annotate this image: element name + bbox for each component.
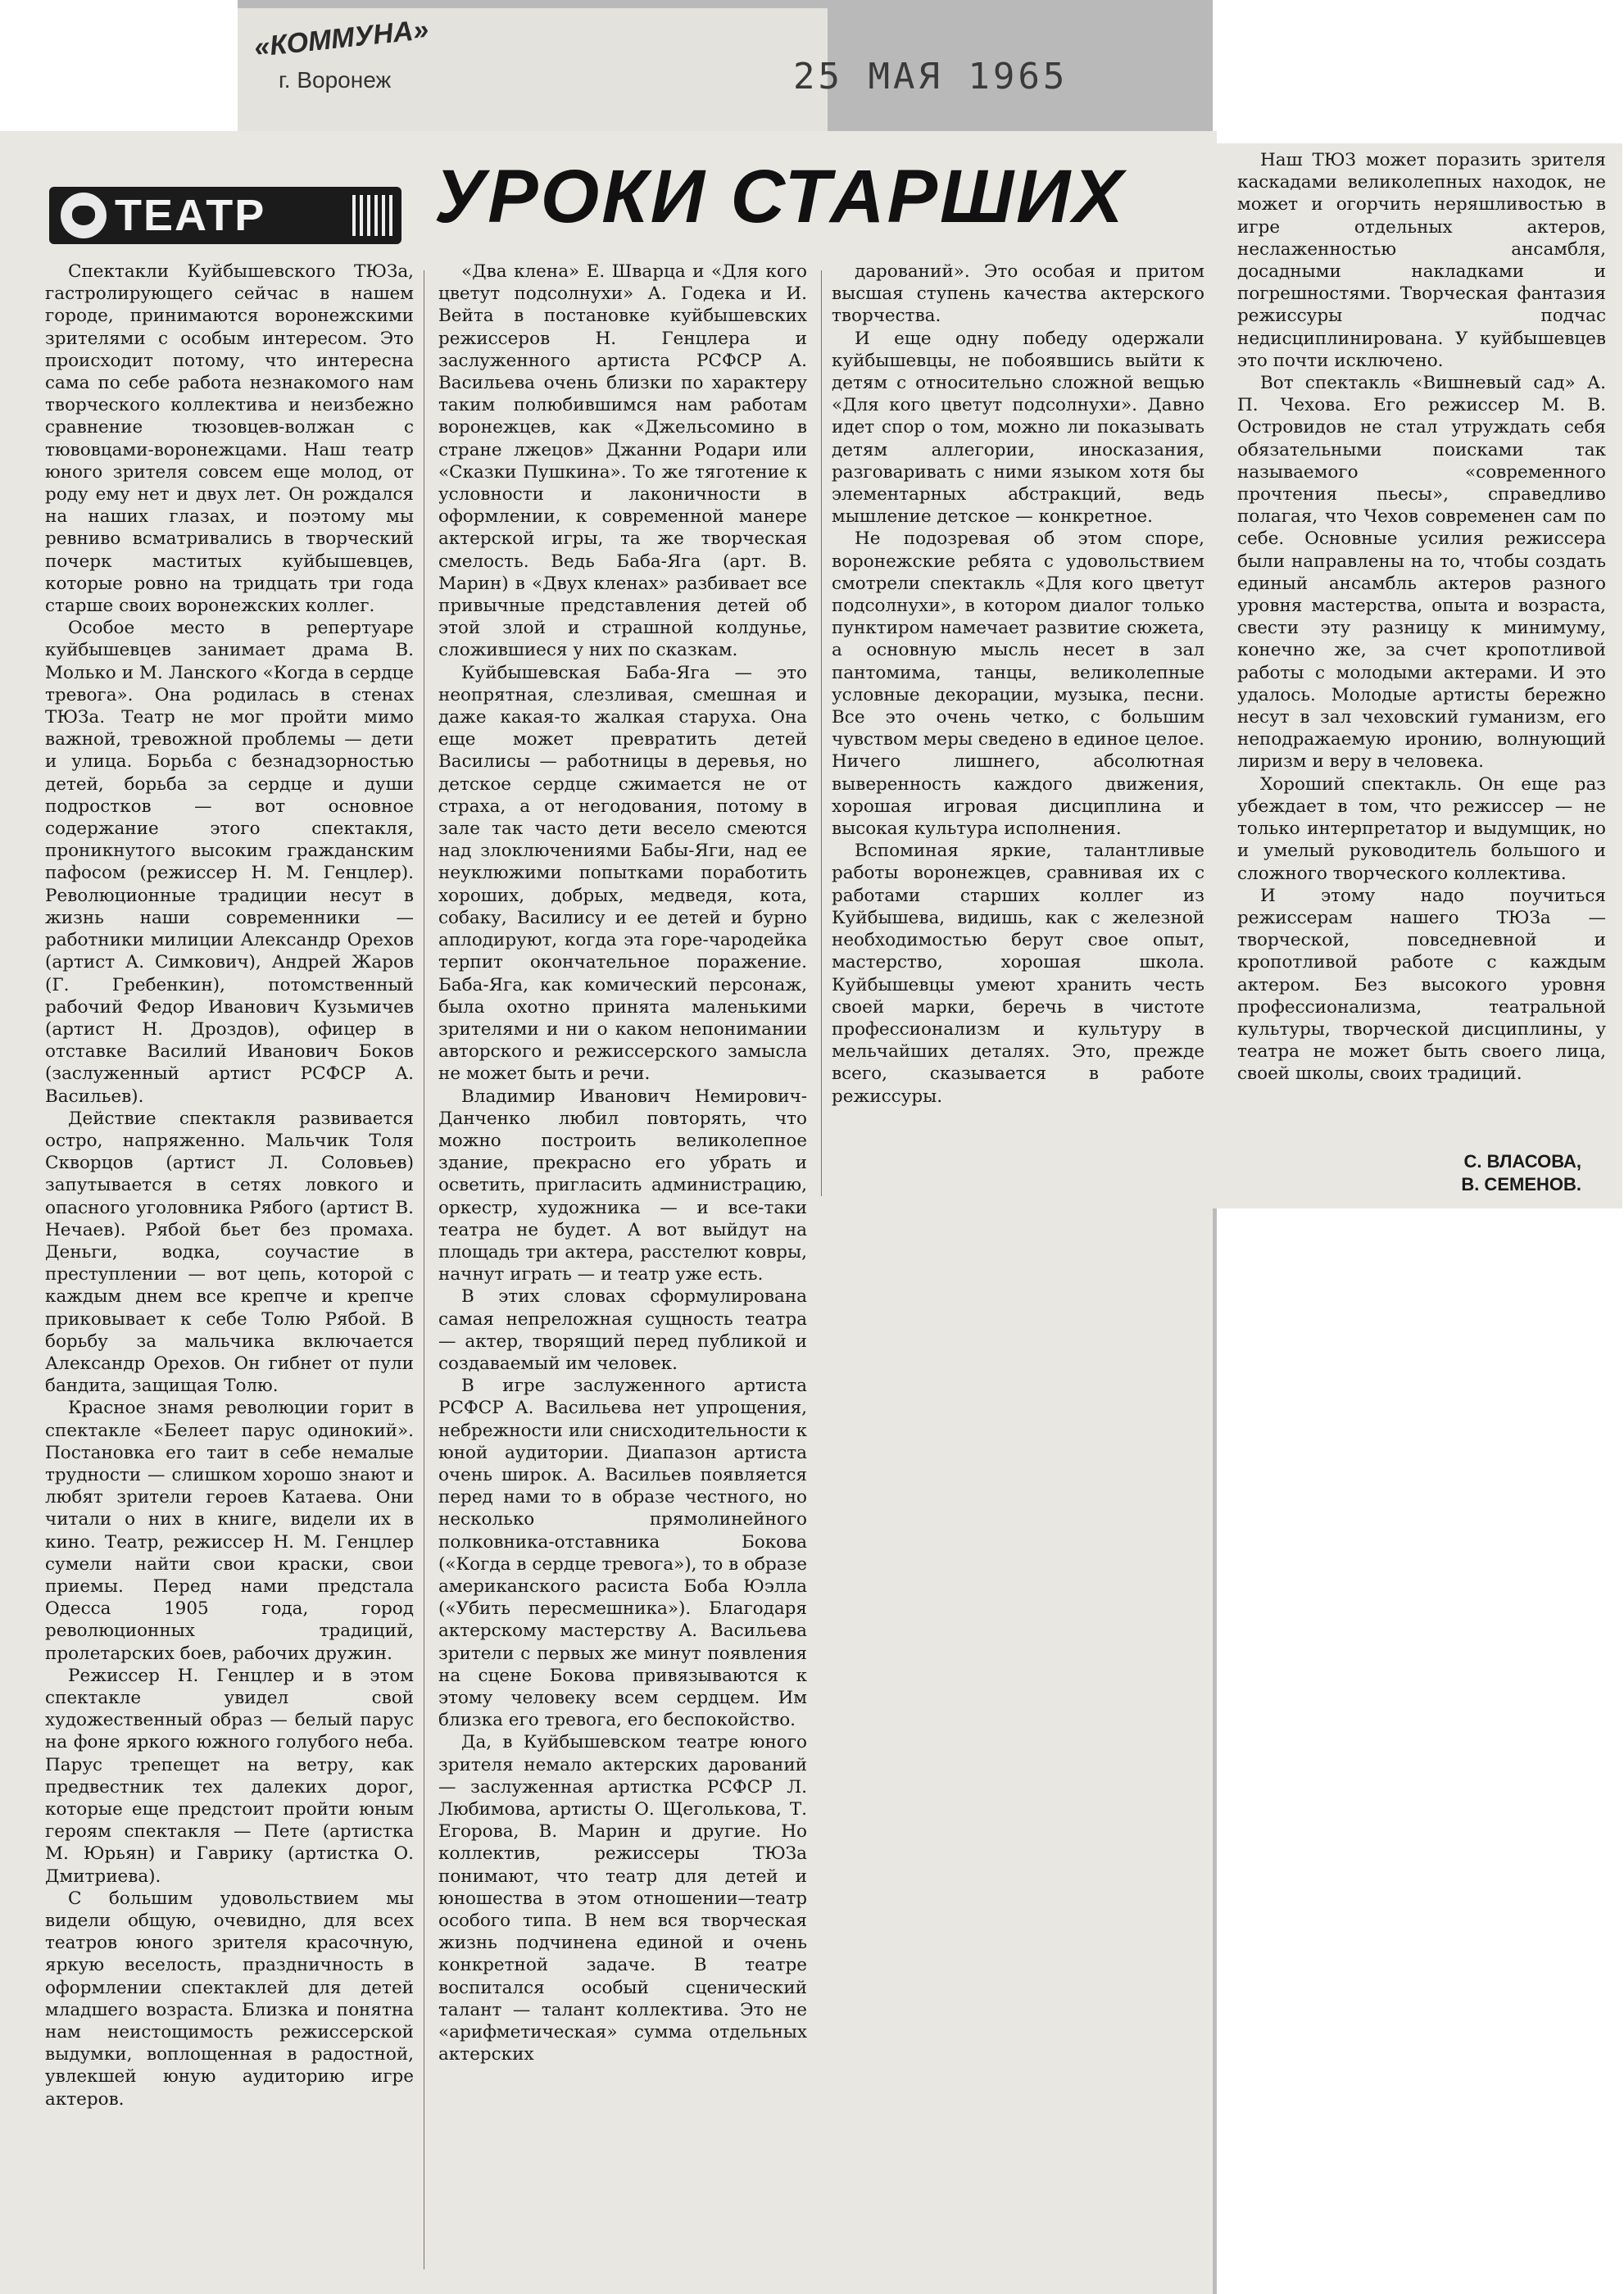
article-headline: УРОКИ СТАРШИХ	[434, 155, 1126, 238]
paragraph: В этих словах сформулирована самая непреложная сущность театра — актер, творящий перед публикой и создаваемый им человек.	[438, 1286, 807, 1374]
article-column-3	[832, 261, 1204, 1108]
paragraph: Не подозревая об этом споре, воронежские ребята с удовольствием смотрели спектакль «Для кого цветут подсолнухи», в котором диалог только пунктиром намечает развитие сюжета, а основную мысль несет в зал пантомима, танцы, великолепные условные декорации, музыка, песни. Все это очень четко, с большим чувством меры сведено в единое целое. Ничего лишнего, абсолютная выверенность каждого движения, хорошая игровая дисциплина и высокая культура исполнения.	[832, 528, 1204, 840]
paragraph: Куйбышевская Баба-Яга — это неопрятная, слезливая, смешная и даже какая-то жалкая старуха. Она еще может превратить детей Василисы — работницы в деревья, но детское сердце сжимается не от страха, а от негодования, потому в зале так часто дети весело смеются над злоключениями Бабы-Яги, над ее неуклюжими попытками поработить хороших, добрых, медведя, кота, собаку, Василису и ее детей и бурно аплодируют, когда эта горе-чародейка терпит окончательное поражение. Баба-Яга, как комический персонаж, была охотно принята маленькими зрителями и ни о каком непонимании авторского и режиссерского замысла не может быть и речи.	[438, 662, 807, 1085]
newspaper-city: г. Воронеж	[279, 67, 392, 93]
paragraph: В игре заслуженного артиста РСФСР А. Васильева нет упрощения, небрежности или снисходительности к юной аудитории. Диапазон артиста очень широк. А. Васильев появляется перед нами то в образе честного, но несколько прямолинейного полковника-отставника Бокова («Когда в сердце тревога»), то в образе американского расиста Боба Юэлла («Убить пересмешника»). Благодаря актерскому мастерству А. Васильева зрители с первых же минут появления на сцене Бокова привязываются к этому человеку всем сердцем. Им близка его тревога, его беспокойство.	[438, 1376, 807, 1731]
article-column-2	[438, 261, 807, 2065]
author-signature: С. ВЛАСОВА,	[1463, 1151, 1581, 1172]
paragraph: Владимир Иванович Немирович-Данченко любил повторять, что можно построить великолепное здание, прекрасно его убрать и осветить, пригласить администрацию, оркестр, художника — и все-таки театра не будет. А вот выйдут на площадь три актера, расстелют ковры, начнут играть — и театр уже есть.	[438, 1086, 807, 1285]
paragraph: Да, в Куйбышевском театре юного зрителя немало актерских дарований — заслуженная артистка РСФСР Л. Любимова, артисты О. Щеголькова, Т. Егорова, В. Марин и другие. Но коллектив, режиссеры ТЮЗа понимают, что театр для детей и юношества в этом отношении—театр особого типа. В нем вся творческая жизнь подчинена единой и очень конкретной задаче. В театре воспитался особый сценический талант — талант коллектива. Это не «арифметическая» сумма отдельных актерских	[438, 1732, 807, 2065]
paragraph: Действие спектакля развивается остро, напряженно. Мальчик Толя Скворцов (артист Л. Соловьев) запутывается в сетях ловкого и опасного уголовника Рябого (артист В. Нечаев). Рябой бьет без промаха. Деньги, водка, соучастие в преступлении — вот цепь, которой с каждым днем все крепче и крепче приковывает к себе Толю Рябой. В борьбу за мальчика включается Александр Орехов. Он гибнет от пули бандита, защищая Толю.	[45, 1108, 414, 1397]
paragraph: Режиссер Н. Генцлер и в этом спектакле увидел свой художественный образ — белый парус на фоне яркого южного голубого неба. Парус трепещет на ветру, как предвестник тех далеких дорог, которые еще предстоит пройти юным героям спектакля — Пете (артистка М. Юрьян) и Гаврику (артистка О. Дмитриева).	[45, 1665, 414, 1887]
paragraph: И еще одну победу одержали куйбышевцы, не побоявшись выйти к детям с относительно сложной вещью «Для кого цветут подсолнухи». Давно идет спор о том, можно ли показывать детям аллегории, иносказания, разговаривать с ними языком хотя бы элементарных абстракций, ведь мышление детское — конкретное.	[832, 328, 1204, 528]
paragraph: Наш ТЮЗ может поразить зрителя каскадами великолепных находок, не может и огорчить неряшливостью в игре отдельных актеров, неслаженностью ансамбля, досадными накладками и погрешностями. Творческая фантазия режиссуры подчас недисциплинирована. У куйбышевцев это почти исключено.	[1237, 150, 1606, 371]
rubric-label: ТЕАТР	[115, 191, 266, 240]
article-column-4	[1237, 149, 1606, 1086]
paragraph: И этому надо поучиться режиссерам нашего ТЮЗа — творческой, повседневной и кропотливой работе с каждым актером. Без высокого уровня профессионализма, театральной культуры, творческой дисциплины, у театра не может быть своего лица, своей школы, своих традиций.	[1237, 885, 1606, 1085]
paragraph: дарований». Это особая и притом высшая ступень качества актерского творчества.	[832, 261, 1204, 327]
paragraph: Особое место в репертуаре куйбышевцев занимает драма В. Молько и М. Ланского «Когда в сердце тревога». Она родилась в стенах ТЮЗа. Театр не мог пройти мимо важной, тревожной проблемы — дети и улица. Борьба с безнадзорностью детей, борьба за сердце и души подростков — вот основное содержание этого спектакля, проникнутого высоким гражданским пафосом (режиссер Н. М. Генцлер). Революционные традиции несут в жизнь наши современники — работники милиции Александр Орехов (артист А. Симкович), Андрей Жаров (Г. Гребенкин), потомственный рабочий Федор Иванович Кузьмичев (артист Н. Дроздов), офицер в отставке Василий Иванович Боков (заслуженный артист РСФСР А. Васильев).	[45, 618, 414, 1107]
date-stamp: 25 МАЯ 1965	[793, 56, 1068, 97]
newspaper-name: «КОММУНА»	[252, 13, 430, 64]
paragraph: Вот спектакль «Вишневый сад» А. П. Чехова. Его режиссер М. В. Островидов не стал утруждать себя обязательными поисками так называемого «современного прочтения пьесы», справедливо полагая, что Чехов современен сам по себе. Основные усилия режиссера были направлены на то, чтобы создать единый ансамбль актеров разного уровня мастерства, опыта и возраста, свести эту разницу к минимуму, конечно же, за счет кропотливой работы с молодыми актерами. И это удалось. Молодые артисты бережно несут в зал чеховский гуманизм, его неподражаемую иронию, волнующий лиризм и веру в человека.	[1237, 373, 1606, 773]
column-rule	[821, 270, 822, 1196]
paragraph: С большим удовольствием мы видели общую, очевидно, для всех театров юного зрителя красочную, яркую веселость, праздничность в оформлении спектаклей для детей младшего возраста. Близка и понятна нам неистощимость режиссерской выдумки, воплощенная в радостной, увлекшей юную аудиторию игре актеров.	[45, 1888, 414, 2110]
theatre-mask-icon	[61, 193, 107, 238]
paragraph: Спектакли Куйбышевского ТЮЗа, гастролирующего сейчас в нашем городе, принимаются воронежскими зрителями с особым интересом. Это происходит потому, что интересна сама по себе работа незнакомого нам творческого коллектива и неизбежно сравнение тюзовцев-волжан с тювовцами-воронежцами. Наш театр юного зрителя совсем еще молод, от роду ему нет и двух лет. Он рождался на наших глазах, и поэтому мы ревниво всматривались в творческий почерк маститых куйбышевцев, которые ровно на тридцать три года старше своих воронежских коллег.	[45, 261, 414, 617]
rubric-banner	[49, 187, 401, 244]
decorative-stripes	[352, 195, 393, 236]
paragraph: Хороший спектакль. Он еще раз убеждает в том, что режиссер — не только интерпретатор и выдумщик, но и умелый руководитель большого и сложного творческого коллектива.	[1237, 773, 1606, 884]
paragraph: «Два клена» Е. Шварца и «Для кого цветут подсолнухи» А. Годека и И. Вейта в постановке куйбышевских режиссеров Н. Генцлера и заслуженного артиста РСФСР А. Васильева очень близки по характеру таким полюбившимся нам работам воронежцев, как «Джельсомино в стране лжецов» Джанни Родари или «Сказки Пушкина». То же тяготение к условности и лаконичности в оформлении, к современной манере актерской игры, та же творческая смелость. Ведь Баба-Яга (арт. В. Марин) в «Двух кленах» разбивает все привычные представления детей об этой злой и страшной колдунье, сложившиеся у них по сказкам.	[438, 261, 807, 661]
article-column-1	[45, 261, 414, 2110]
author-signature: В. СЕМЕНОВ.	[1461, 1174, 1581, 1195]
paragraph: Красное знамя революции горит в спектакле «Белеет парус одинокий». Постановка его таит в себе немалые трудности — слишком хорошо знают и любят зрители героев Катаева. Они читали о них в книге, видели их в кино. Театр, режиссер Н. М. Генцлер сумели найти свои краски, свои приемы. Перед нами предстала Одесса 1905 года, город революционных традиций, пролетарских боев, рабочих дружин.	[45, 1398, 414, 1664]
paragraph: Вспоминая яркие, талантливые работы воронежцев, сравнивая их с работами старших коллег из Куйбышева, видишь, как с железной необходимостью берут свое опыт, мастерство, хорошая школа. Куйбышевцы умеют хранить честь своей марки, беречь в чистоте профессионализм и культуру в мельчайших деталях. Это, прежде всего, сказывается в работе режиссуры.	[832, 841, 1204, 1107]
